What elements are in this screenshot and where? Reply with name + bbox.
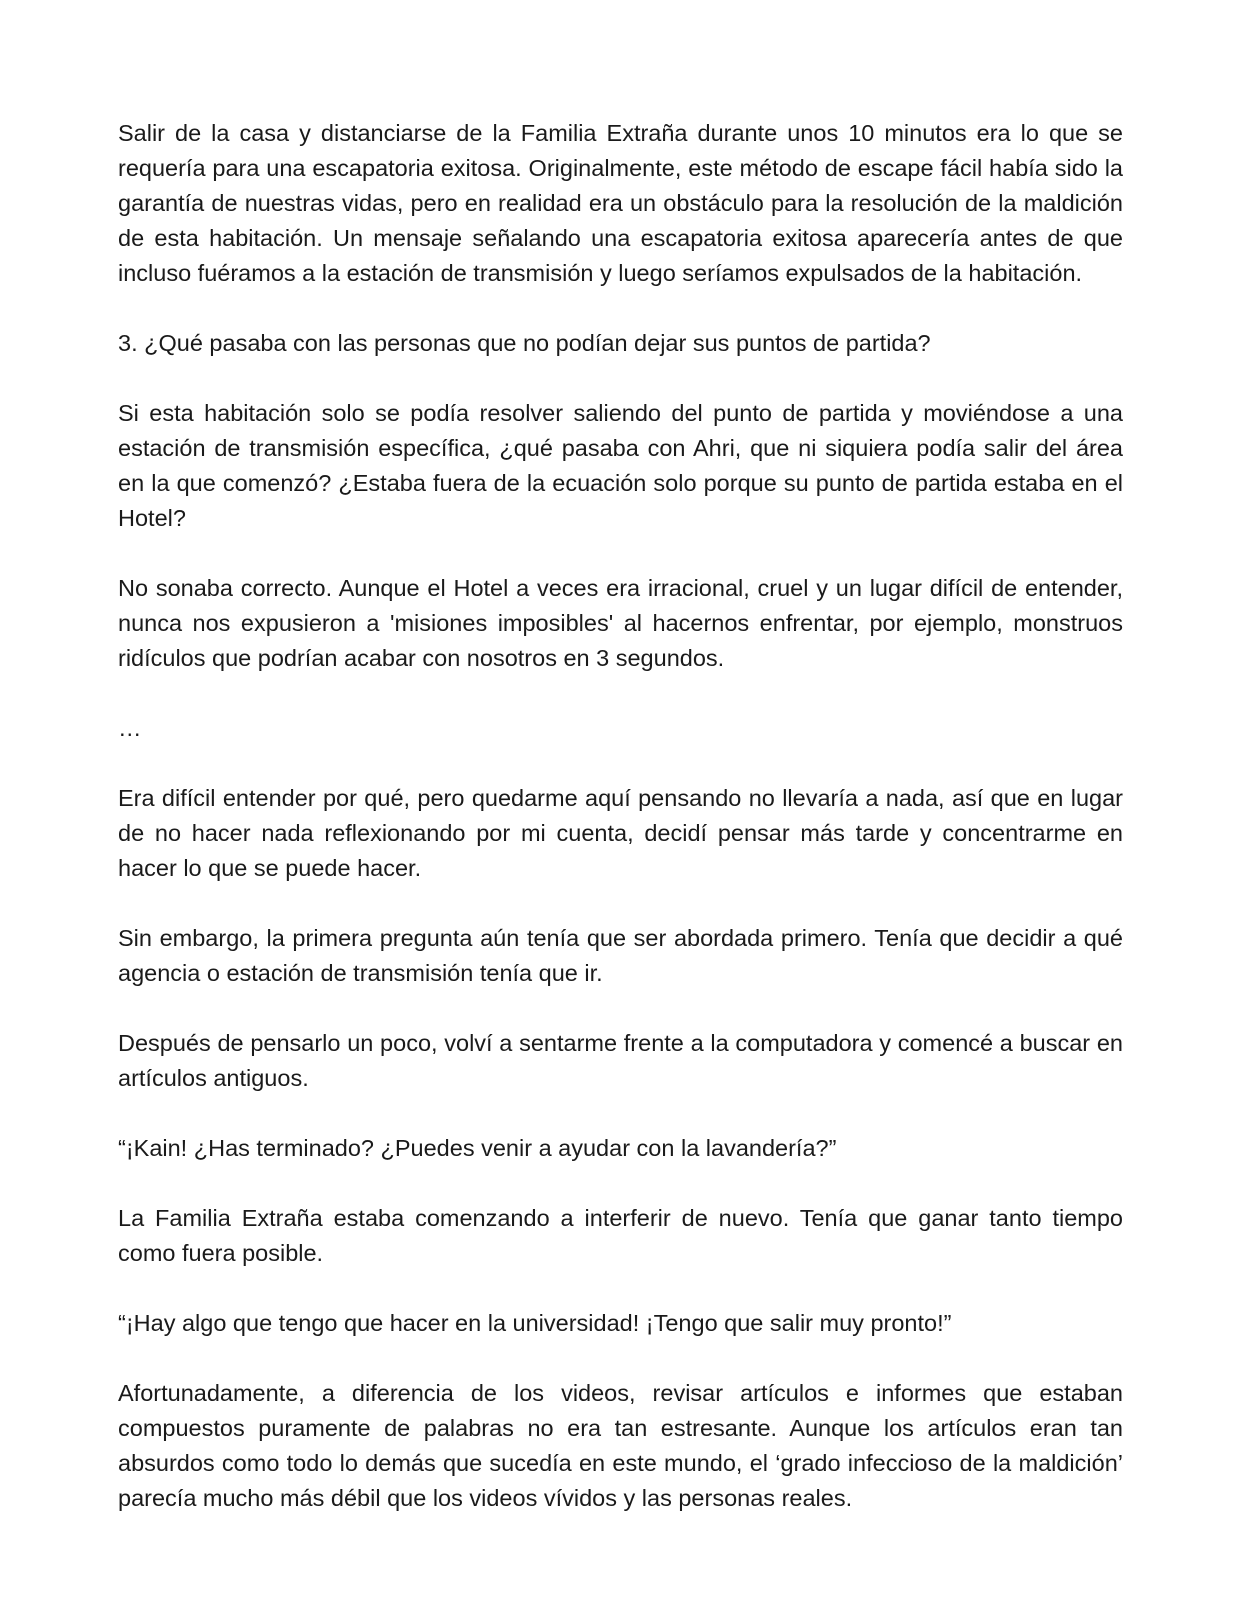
paragraph-articles-reading: Afortunadamente, a diferencia de los videos, revisar artículos e informes que estaban compuestos puramente de palabras no era tan estresante. Aunque los artículos eran tan absurdos como todo lo demás que sucedía en este mundo, el ‘grado infeccioso de la maldición’ parecía mucho más débil que los videos vívidos y las personas reales. bbox=[118, 1380, 1123, 1511]
document-page bbox=[118, 116, 1123, 1516]
paragraph-question-3: 3. ¿Qué pasaba con las personas que no podían dejar sus puntos de partida? bbox=[118, 330, 931, 356]
paragraph-dialogue-university: “¡Hay algo que tengo que hacer en la universidad! ¡Tengo que salir muy pronto!” bbox=[118, 1310, 952, 1336]
paragraph-ellipsis: … bbox=[118, 715, 142, 741]
paragraph-decision: Era difícil entender por qué, pero quedarme aquí pensando no llevaría a nada, así que en lugar de no hacer nada reflexionando por mi cuenta, decidí pensar más tarde y concentrarme en hacer lo que se puede hacer. bbox=[118, 785, 1123, 881]
paragraph-first-question: Sin embargo, la primera pregunta aún tenía que ser abordada primero. Tenía que decidir a qué agencia o estación de transmisión tenía que ir. bbox=[118, 925, 1123, 986]
paragraph-hotel-reasoning: No sonaba correcto. Aunque el Hotel a veces era irracional, cruel y un lugar difícil de entender, nunca nos expusieron a 'misiones imposibles' al hacernos enfrentar, por ejemplo, monstruos ridículos que podrían acabar con nosotros en 3 segundos. bbox=[118, 575, 1123, 671]
paragraph-escape-method: Salir de la casa y distanciarse de la Familia Extraña durante unos 10 minutos era lo que se requería para una escapatoria exitosa. Originalmente, este método de escape fácil había sido la garantía de nuestras vidas, pero en realidad era un obstáculo para la resolución de la maldición de esta habitación. Un mensaje señalando una escapatoria exitosa aparecería antes de que incluso fuéramos a la estación de transmisión y luego seríamos expulsados de la habitación. bbox=[118, 120, 1123, 286]
paragraph-computer-search: Después de pensarlo un poco, volví a sentarme frente a la computadora y comencé a buscar en artículos antiguos. bbox=[118, 1030, 1123, 1091]
paragraph-family-interfering: La Familia Extraña estaba comenzando a interferir de nuevo. Tenía que ganar tanto tiempo como fuera posible. bbox=[118, 1205, 1123, 1266]
paragraph-dialogue-kain: “¡Kain! ¿Has terminado? ¿Puedes venir a ayudar con la lavandería?” bbox=[118, 1135, 837, 1161]
paragraph-ahri-question: Si esta habitación solo se podía resolver saliendo del punto de partida y moviéndose a una estación de transmisión específica, ¿qué pasaba con Ahri, que ni siquiera podía salir del área en la que comenzó? ¿Estaba fuera de la ecuación solo porque su punto de partida estaba en el Hotel? bbox=[118, 400, 1123, 531]
